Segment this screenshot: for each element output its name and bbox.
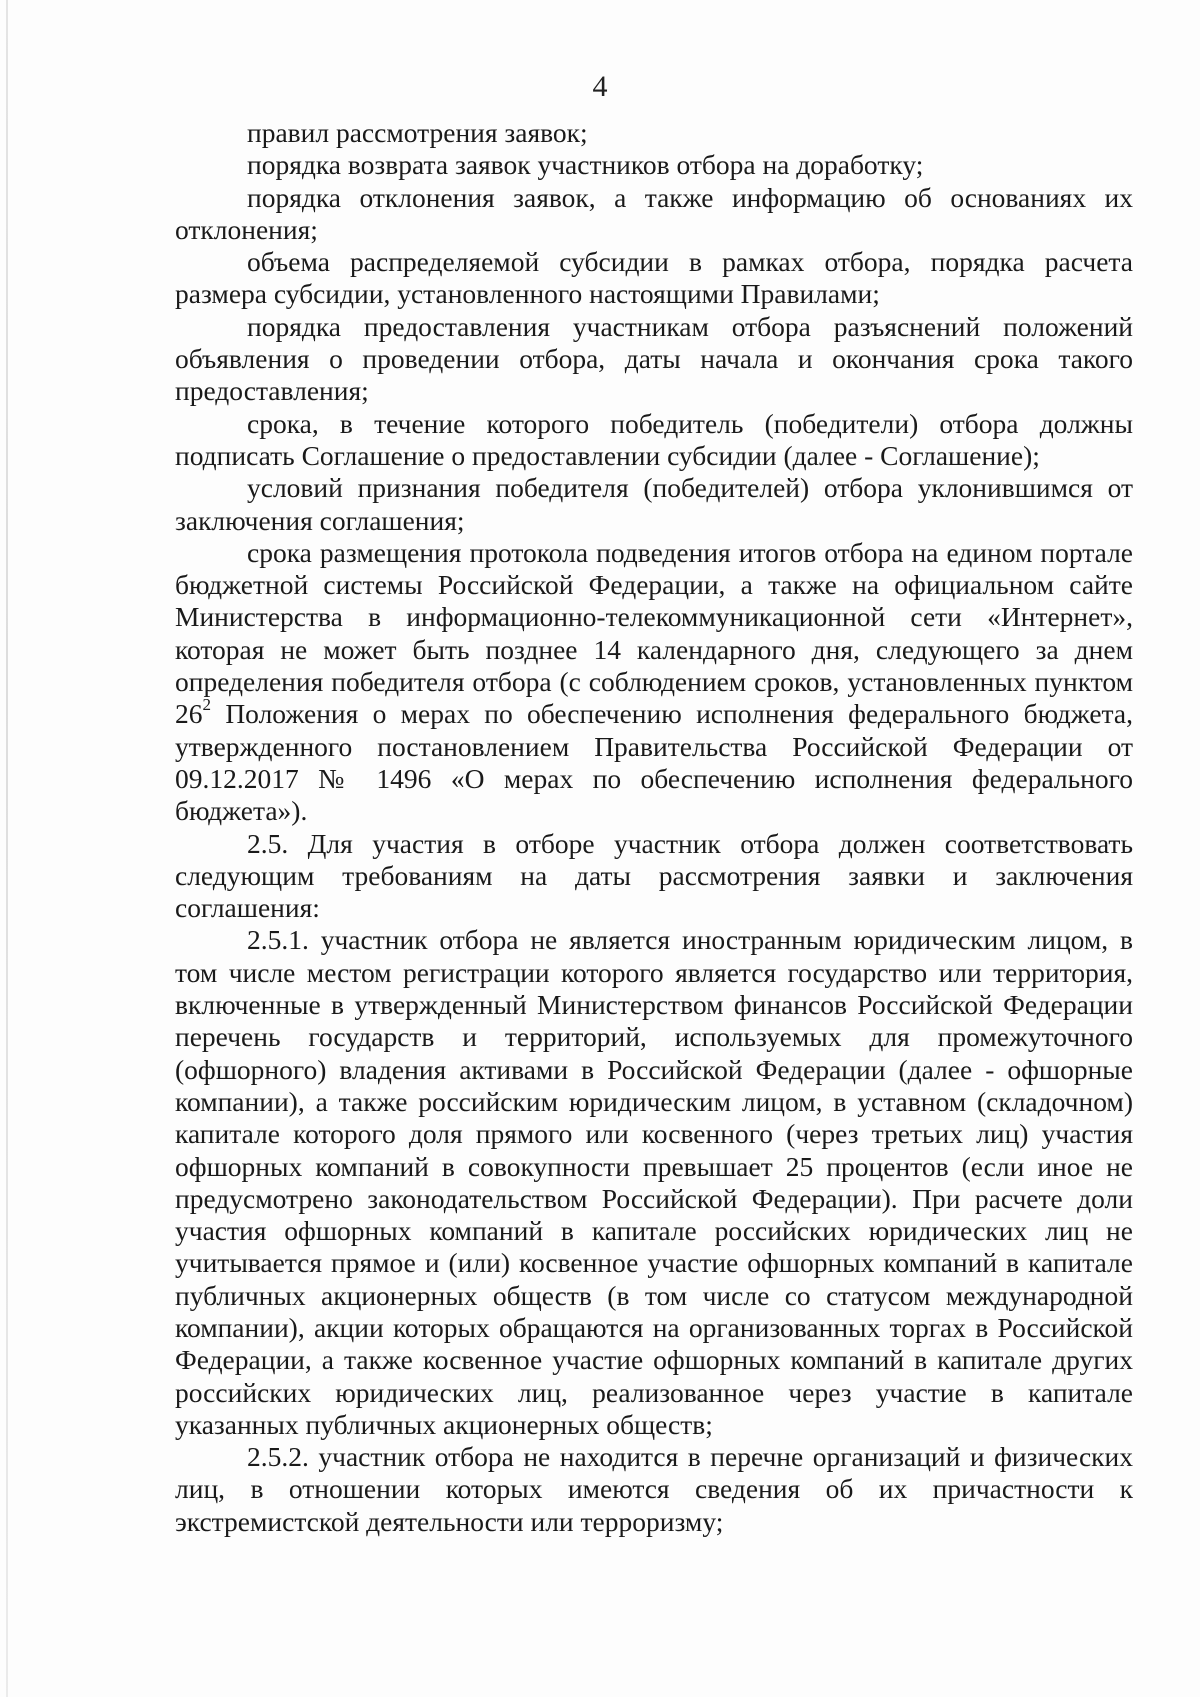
paragraph-return-order: порядка возврата заявок участников отбора на доработку; [247,149,924,181]
paragraph-rejection-order: порядка отклонения заявок, а также информацию об основаниях их отклонения; [175,181,1133,245]
scan-edge-shadow [6,0,8,1697]
paragraph-section-2-5-1: 2.5.1. участник отбора не является иностранным юридическим лицом, в том числе местом регистрации которого является государство или территория, включенные в утвержденный Министерством финансов Российской Федерации перечень государств и территорий, используемых для промежуточного (офшорного) владения активами в Российской Федерации (далее - офшорные компании), а также российским юридическим лицом, в уставном (складочном) капитале которого доля прямого или косвенного (через третьих лиц) участия офшорных компаний в совокупности превышает 25 процентов (если иное не предусмотрено законодательством Российской Федерации). При расчете доли участия офшорных компаний в капитале российских юридических лиц не учитывается прямое и (или) косвенное участие офшорных компаний в капитале публичных акционерных обществ (в том числе со статусом международной компании), акции которых обращаются на организованных торгах в Российской Федерации, а также косвенное участие офшорных компаний в капитале других российских юридических лиц, реализованное через участие в капитале указанных публичных акционерных обществ; [175,924,1133,1440]
paragraph-winner-evasion: условий признания победителя (победителей) отбора уклонившимся от заключения соглашения; [175,472,1133,536]
paragraph-protocol-publication [175,537,1133,828]
protocol-text-before: срока размещения протокола подведения итогов отбора на едином портале бюджетной системы Российской Федерации, а также на официальном сайте Министерства в информационно-телекоммуникационной сети «Интернет», которая не может быть позднее 14 календарного дня, следующего за днем определения победителя отбора (с соблюдением сроков, установленных пунктом 26 [175,536,1133,730]
protocol-text-after: Положения о мерах по обеспечению исполнения федерального бюджета, утвержденного постановлением Правительства Российской Федерации от 09.12.2017 № 1496 «О мерах по обеспечению исполнения федерального бюджета»). [175,698,1133,827]
paragraph-rules-review: правил рассмотрения заявок; [247,117,588,148]
footnote-superscript: 2 [202,695,212,715]
paragraph-section-2-5: 2.5. Для участия в отборе участник отбора должен соответствовать следующим требованиям на даты рассмотрения заявки и заключения соглашения: [175,827,1133,924]
paragraph-section-2-5-2: 2.5.2. участник отбора не находится в перечне организаций и физических лиц, в отношении которых имеются сведения об их причастности к экстремистской деятельности или терроризму; [175,1441,1133,1537]
paragraph-clarifications: порядка предоставления участникам отбора разъяснений положений объявления о проведении отбора, даты начала и окончания срока такого предоставления; [175,310,1133,407]
paragraph-agreement-term: срока, в течение которого победитель (победители) отбора должны подписать Соглашение о предоставлении субсидии (далее - Соглашение); [175,407,1133,471]
page-number: 4 [592,70,608,103]
document-body [175,117,1133,1538]
paragraph-subsidy-volume: объема распределяемой субсидии в рамках отбора, порядка расчета размера субсидии, установленного настоящими Правилами; [175,246,1133,310]
